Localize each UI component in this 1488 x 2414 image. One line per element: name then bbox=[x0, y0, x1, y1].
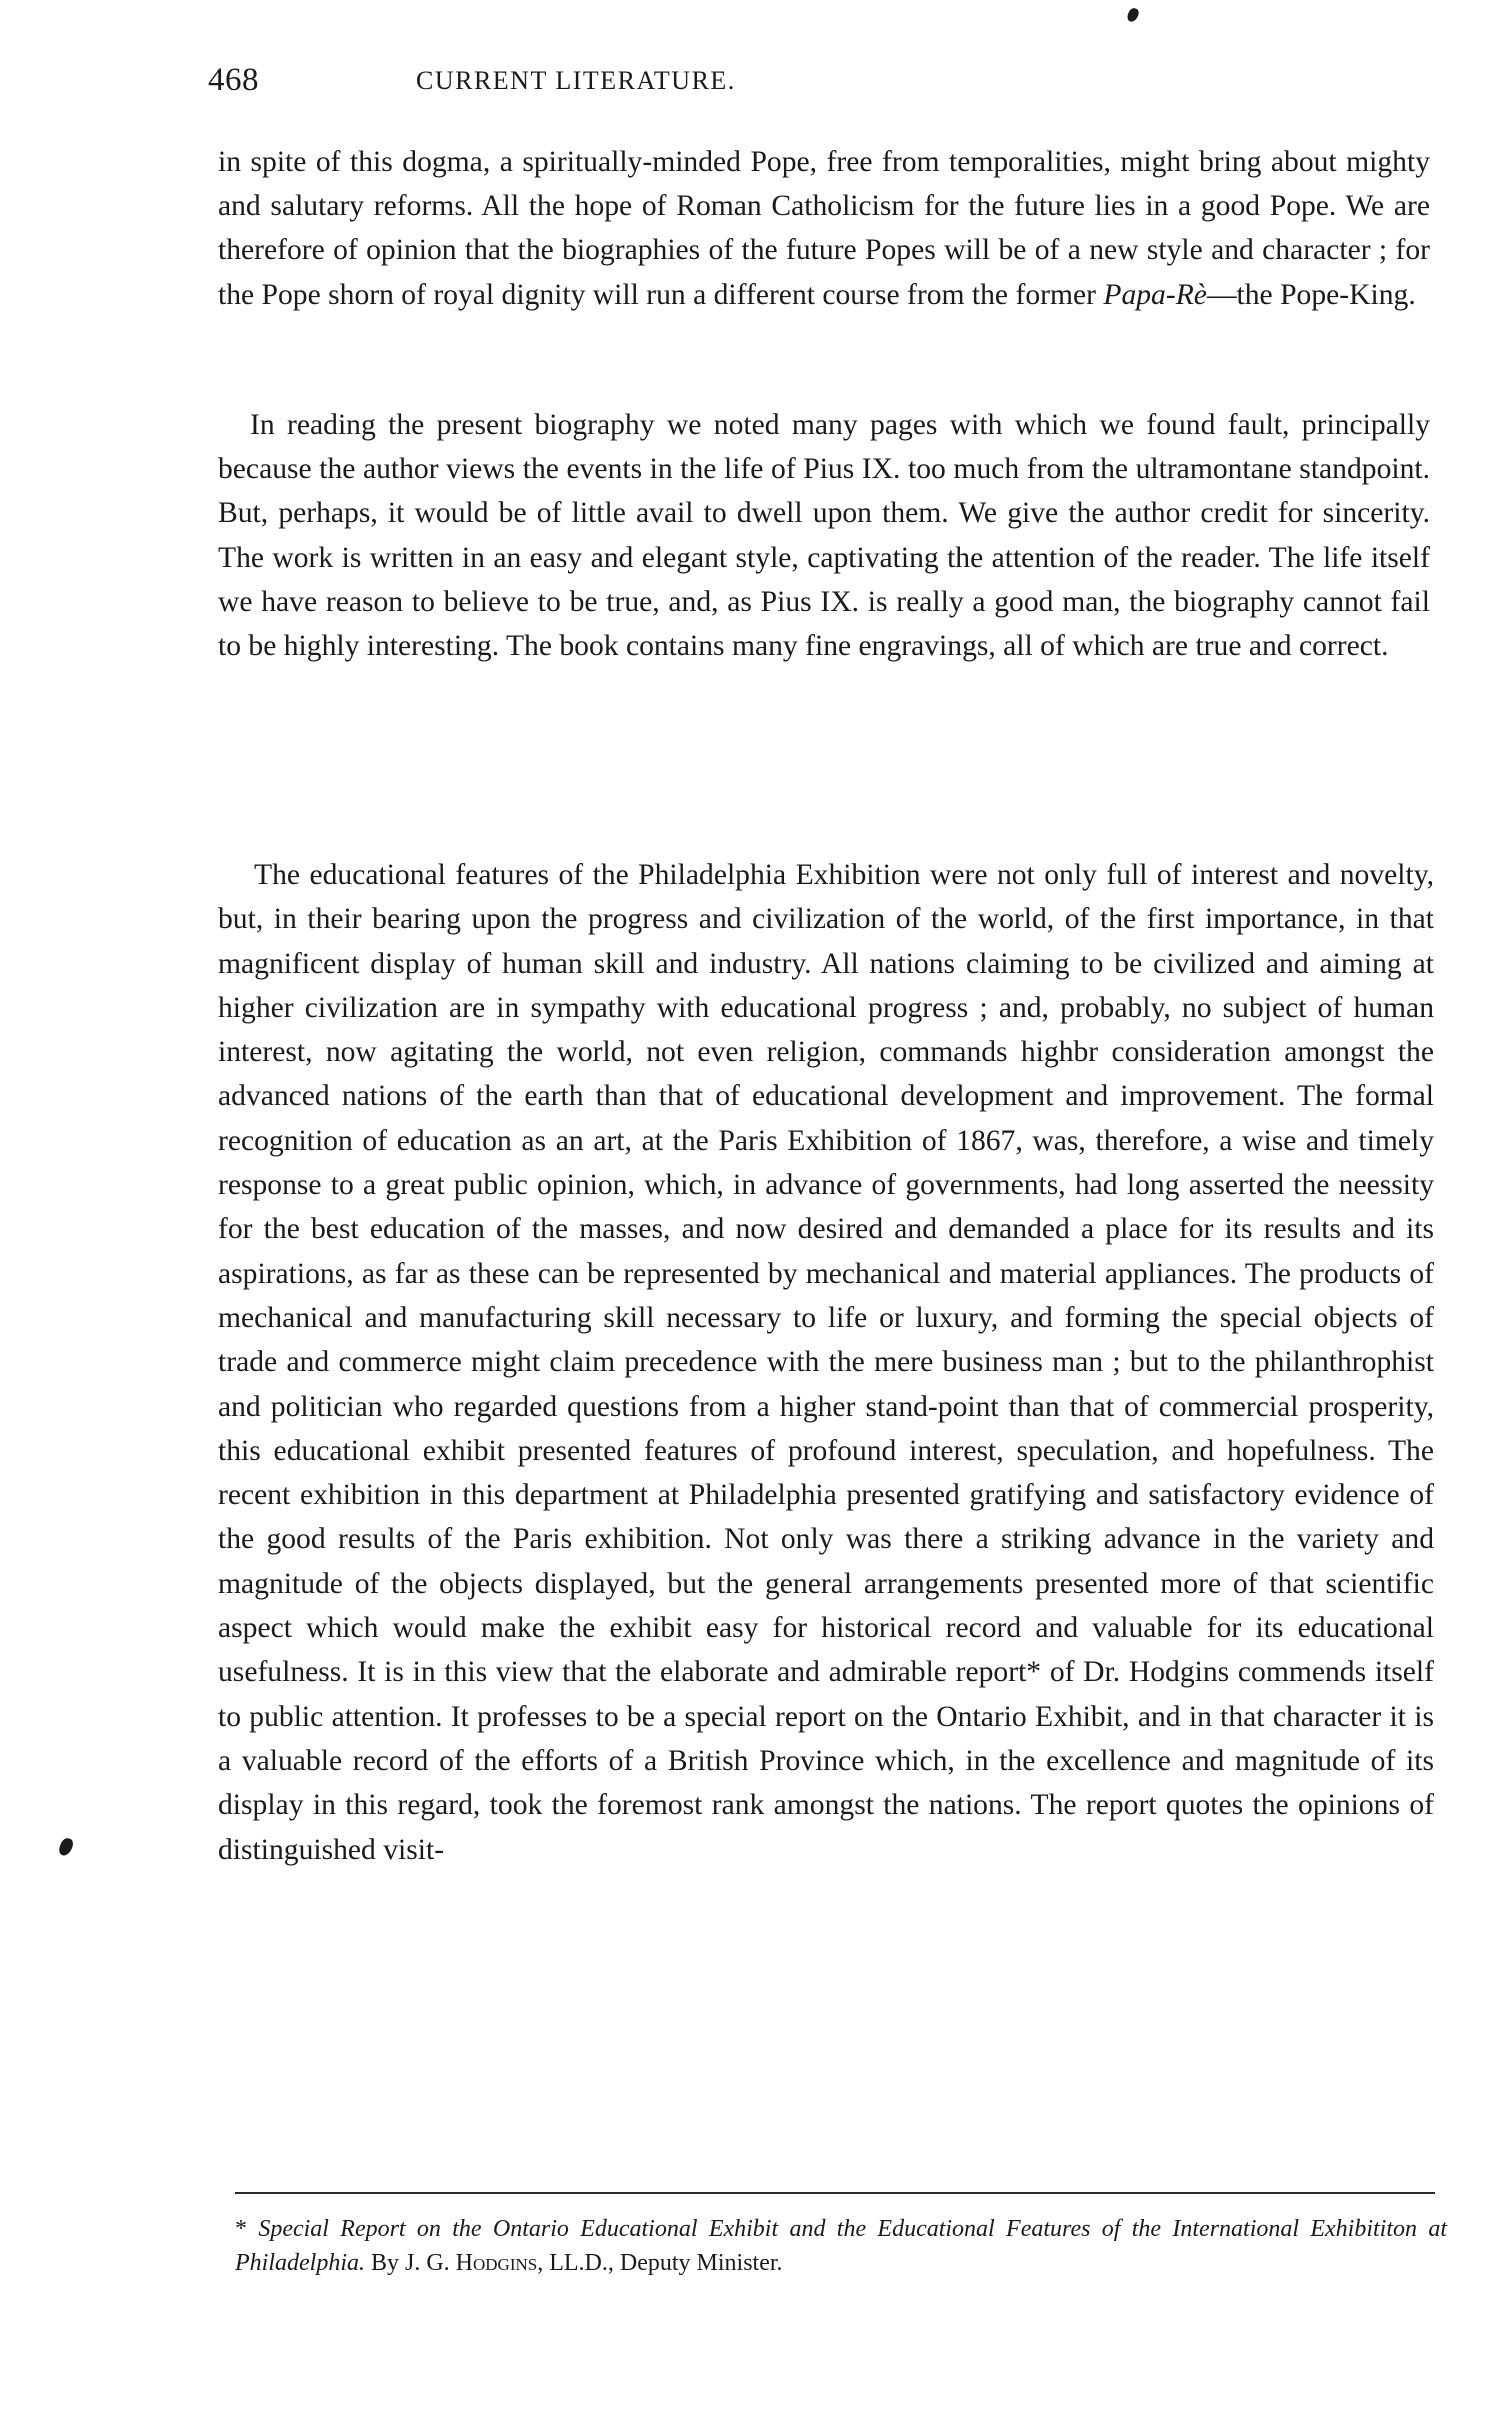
italic-term: Papa-Rè bbox=[1103, 278, 1207, 311]
footnote-author: Hodgins bbox=[455, 2250, 538, 2276]
paragraph-pope-reforms bbox=[218, 140, 1430, 317]
footnote-title: Special Report on the Ontario Educational Exhibit and the Educational Features of the International Exhibititon at Philadelphia. bbox=[235, 2216, 1448, 2276]
footnote-divider bbox=[235, 2192, 1435, 2194]
ink-blot-mark bbox=[57, 1836, 74, 1857]
footnote-credentials: , LL.D., Deputy Minister. bbox=[537, 2250, 783, 2276]
paragraph-text: —the Pope-King. bbox=[1206, 278, 1416, 311]
footnote bbox=[235, 2212, 1447, 2280]
footnote-by: By J. G. bbox=[370, 2250, 456, 2276]
paragraph-philadelphia-exhibition: The educational features of the Philadelphia Exhibition were not only full of interest and novelty, but, in their bearing upon the progress and civilization of the world, of the first importance, in that magnificent display of human skill and industry. All nations claiming to be civilized and aiming at higher civilization are in sympathy with educational progress ; and, probably, no subject of human interest, now agitating the world, not even religion, commands highbr consideration amongst the advanced nations of the earth than that of educational development and improvement. The formal recognition of education as an art, at the Paris Exhibition of 1867, was, therefore, a wise and timely response to a great public opinion, which, in advance of governments, had long asserted the neessity for the best education of the masses, and now desired and demanded a place for its results and its aspirations, as far as these can be represented by mechanical and material appliances. The products of mechanical and manufacturing skill necessary to life or luxury, and forming the special objects of trade and commerce might claim precedence with the mere business man ; but to the philanthrophist and politician who regarded questions from a higher stand-point than that of commercial prosperity, this educational exhibit presented features of profound interest, speculation, and hopefulness. The recent exhibition in this department at Philadelphia presented gratifying and satisfactory evidence of the good results of the Paris exhibition. Not only was there a striking advance in the variety and magnitude of the objects displayed, but the general arrangements presented more of that scientific aspect which would make the exhibit easy for historical record and valuable for its educational usefulness. It is in this view that the elaborate and admirable report* of Dr. Hodgins commends itself to public attention. It professes to be a special report on the Ontario Exhibit, and in that character it is a valuable record of the efforts of a British Province which, in the excellence and magnitude of its display in this regard, took the foremost rank amongst the nations. The report quotes the opinions of distinguished visit- bbox=[218, 859, 1434, 1866]
paragraph-biography-review: In reading the present biography we noted many pages with which we found fault, principally because the author views the events in the life of Pius IX. too much from the ultramontane standpoint. But, perhaps, it would be of little avail to dwell upon them. We give the author credit for sincerity. The work is written in an easy and elegant style, captivating the attention of the reader. The life itself we have reason to believe to be true, and, as Pius IX. is really a good man, the biography cannot fail to be highly interesting. The book contains many fine engravings, all of which are true and correct. bbox=[218, 409, 1430, 663]
page-header bbox=[208, 62, 1008, 106]
page-number: 468 bbox=[208, 62, 259, 98]
running-head: CURRENT LITERATURE. bbox=[416, 66, 736, 95]
footnote-marker: * bbox=[235, 2216, 247, 2242]
ink-blot-mark bbox=[1126, 7, 1140, 24]
paragraph-text: in spite of this dogma, a spiritually-minded Pope, free from temporalities, might bring about mighty and salutary reforms. All the hope of Roman Catholicism for the future lies in a good Pope. We are therefore of opinion that the biographies of the future Popes will be of a new style and character ; for the Pope shorn of royal dignity will run a different course from the former bbox=[218, 146, 1430, 311]
